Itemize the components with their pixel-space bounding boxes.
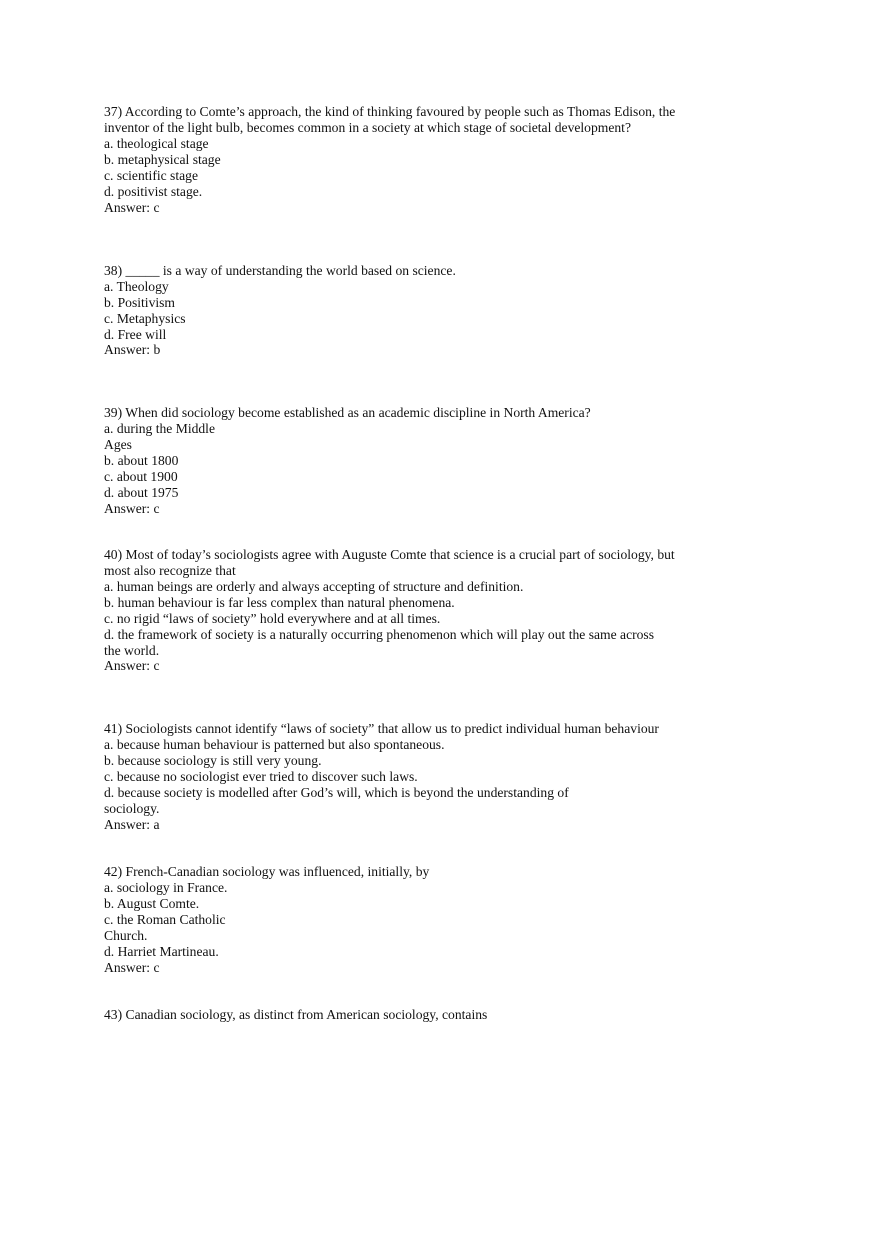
option-a: a. Theology <box>104 279 169 294</box>
question-text: 39) When did sociology become established as an academic discipline in North America? <box>104 405 591 420</box>
question-text: 38) _____ is a way of understanding the world based on science. <box>104 263 456 278</box>
option-c: c. about 1900 <box>104 469 178 484</box>
question-text: 40) Most of today’s sociologists agree with Auguste Comte that science is a crucial part of sociology, but <box>104 547 675 562</box>
answer: Answer: b <box>104 342 161 357</box>
option-c: c. scientific stage <box>104 168 198 183</box>
option-d: d. Harriet Martineau. <box>104 944 219 959</box>
option-c: c. because no sociologist ever tried to discover such laws. <box>104 769 418 784</box>
question-text: most also recognize that <box>104 563 236 578</box>
answer: Answer: a <box>104 817 160 832</box>
question-text: inventor of the light bulb, becomes common in a society at which stage of societal development? <box>104 120 631 135</box>
option-d-continued: the world. <box>104 643 160 658</box>
option-d: d. positivist stage. <box>104 184 203 199</box>
option-d: d. about 1975 <box>104 485 179 500</box>
question-text: 41) Sociologists cannot identify “laws of society” that allow us to predict individual human behaviour <box>104 721 659 736</box>
option-a: a. human beings are orderly and always accepting of structure and definition. <box>104 579 524 594</box>
option-d: d. the framework of society is a naturally occurring phenomenon which will play out the same across <box>104 627 655 642</box>
option-d: d. because society is modelled after God’s will, which is beyond the understanding of <box>104 785 569 800</box>
answer: Answer: c <box>104 960 160 975</box>
option-d-continued: sociology. <box>104 801 160 816</box>
option-d: d. Free will <box>104 327 167 342</box>
option-a-continued: Ages <box>104 437 132 452</box>
option-a: a. theological stage <box>104 136 209 151</box>
option-b: b. human behaviour is far less complex than natural phenomena. <box>104 595 455 610</box>
question-text: 42) French-Canadian sociology was influenced, initially, by <box>104 864 430 879</box>
answer: Answer: c <box>104 200 160 215</box>
answer: Answer: c <box>104 501 160 516</box>
option-a: a. sociology in France. <box>104 880 228 895</box>
question-text: 37) According to Comte’s approach, the kind of thinking favoured by people such as Thomas Edison, the <box>104 104 676 119</box>
option-c: c. the Roman Catholic <box>104 912 226 927</box>
option-c-continued: Church. <box>104 928 148 943</box>
option-b: b. about 1800 <box>104 453 179 468</box>
question-text: 43) Canadian sociology, as distinct from American sociology, contains <box>104 1007 488 1022</box>
option-a: a. during the Middle <box>104 421 215 436</box>
answer: Answer: c <box>104 658 160 673</box>
option-b: b. because sociology is still very young. <box>104 753 322 768</box>
option-c: c. no rigid “laws of society” hold everywhere and at all times. <box>104 611 441 626</box>
option-c: c. Metaphysics <box>104 311 186 326</box>
option-b: b. metaphysical stage <box>104 152 221 167</box>
option-b: b. Positivism <box>104 295 176 310</box>
option-b: b. August Comte. <box>104 896 200 911</box>
option-a: a. because human behaviour is patterned but also spontaneous. <box>104 737 445 752</box>
